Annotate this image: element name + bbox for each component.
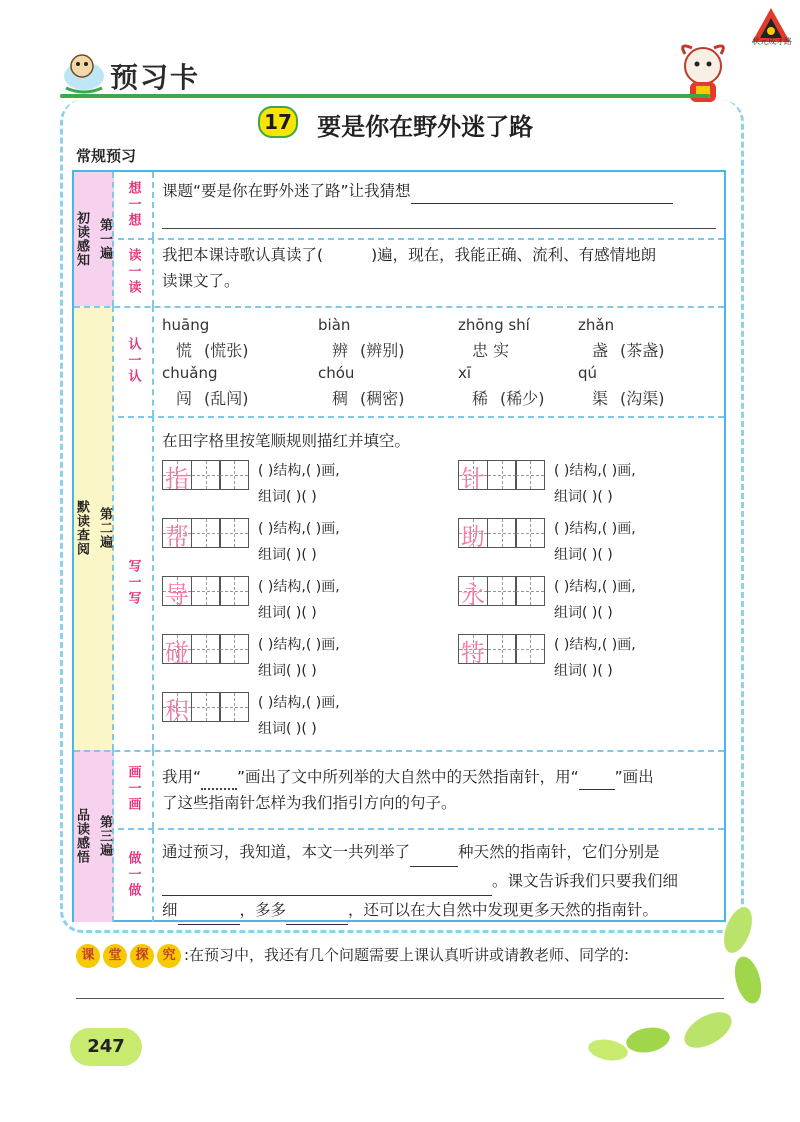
- explore-text: :在预习中，我还有几个问题需要上课认真听讲或请教老师、同学的:: [184, 946, 630, 964]
- trace-character: 助: [461, 523, 485, 551]
- pinyin-label: huāng: [162, 316, 210, 334]
- divider: [74, 306, 724, 308]
- sub-read: 读一读: [114, 238, 154, 306]
- tian-grid[interactable]: [458, 634, 544, 667]
- example-word: (稀少): [500, 389, 545, 408]
- tian-grid[interactable]: [458, 576, 544, 609]
- tian-cell[interactable]: [162, 518, 192, 551]
- mascot-left-icon: [58, 48, 110, 96]
- tian-cell[interactable]: [515, 518, 545, 548]
- stage-2: [74, 306, 114, 750]
- word-blank[interactable]: 组词( )( ): [554, 547, 613, 563]
- structure-strokes-blank[interactable]: ( )结构,( )画,: [258, 637, 340, 653]
- tian-grid[interactable]: [162, 634, 248, 667]
- explore-badge: 课: [76, 944, 100, 968]
- tian-grid[interactable]: [162, 518, 248, 551]
- character: 渠: [592, 389, 609, 408]
- tian-cell[interactable]: [219, 634, 249, 664]
- divider: [118, 238, 724, 240]
- pinyin-label: qú: [578, 364, 598, 382]
- sub-write: 写一写: [114, 416, 154, 750]
- example-word: (慌张): [204, 341, 249, 360]
- answer-line[interactable]: [162, 228, 716, 229]
- character: 慌: [176, 341, 193, 360]
- structure-strokes-blank[interactable]: ( )结构,( )画,: [554, 637, 636, 653]
- tian-grid[interactable]: [458, 518, 544, 551]
- count-blank[interactable]: [410, 848, 458, 867]
- draw-text-a: 我用“: [162, 768, 202, 786]
- word-blank[interactable]: 组词( )( ): [554, 489, 613, 505]
- pinyin-label: zhǎn: [578, 316, 615, 334]
- sub-think: 想一想: [114, 172, 154, 238]
- tian-cell[interactable]: [219, 692, 249, 722]
- write-instruction: 在田字格里按笔顺规则描红并填空。: [162, 432, 411, 450]
- tian-cell[interactable]: [487, 460, 517, 490]
- tian-cell[interactable]: [162, 460, 192, 493]
- blank-more[interactable]: [286, 906, 348, 925]
- sub-draw: 画一画: [114, 750, 154, 828]
- leaves-decoration-icon: [588, 890, 768, 1070]
- word-blank[interactable]: 组词( )( ): [258, 547, 317, 563]
- tian-cell[interactable]: [162, 576, 192, 609]
- structure-strokes-blank[interactable]: ( )结构,( )画,: [258, 521, 340, 537]
- preview-table: [72, 170, 726, 922]
- do-text-b: 种天然的指南针，它们分别是: [458, 843, 660, 861]
- tian-grid[interactable]: [458, 460, 544, 493]
- publisher-logo-text: 状元成才路: [752, 37, 792, 46]
- character: 稠: [332, 389, 349, 408]
- tian-cell[interactable]: [487, 576, 517, 606]
- tian-cell[interactable]: [515, 460, 545, 490]
- example-word: (茶盏): [620, 341, 665, 360]
- example-word: (稠密): [360, 389, 405, 408]
- stage-2-number: 第二遍: [97, 507, 112, 549]
- character: 辨: [332, 341, 349, 360]
- character: 稀: [472, 389, 489, 408]
- draw-text-line2: 了这些指南针怎样为我们指引方向的句子。: [162, 794, 457, 812]
- word-blank[interactable]: 组词( )( ): [554, 663, 613, 679]
- trace-character: 永: [461, 581, 485, 609]
- pinyin-label: chuǎng: [162, 364, 218, 382]
- vocab-char: [472, 386, 545, 409]
- tian-cell[interactable]: [458, 518, 488, 551]
- read-text-2: 读课文了。: [162, 272, 240, 290]
- word-blank[interactable]: 组词( )( ): [554, 605, 613, 621]
- tian-grid[interactable]: [162, 460, 248, 493]
- structure-strokes-blank[interactable]: ( )结构,( )画,: [554, 579, 636, 595]
- structure-strokes-blank[interactable]: ( )结构,( )画,: [554, 521, 636, 537]
- vocab-char: [592, 386, 665, 409]
- tian-cell[interactable]: [162, 692, 192, 725]
- read-text-1a: 我把本课诗歌认真读了(: [162, 246, 324, 264]
- example-word: (辨别): [360, 341, 405, 360]
- tian-cell[interactable]: [487, 634, 517, 664]
- word-blank[interactable]: 组词( )( ): [258, 663, 317, 679]
- trace-character: 针: [461, 465, 485, 493]
- stage-1-title: 初读感知: [74, 211, 89, 267]
- tian-cell[interactable]: [191, 518, 221, 548]
- explore-badge: 堂: [103, 944, 127, 968]
- page-number: 247: [70, 1028, 142, 1066]
- example-word: (沟渠): [620, 389, 665, 408]
- structure-strokes-blank[interactable]: ( )结构,( )画,: [258, 579, 340, 595]
- tian-grid[interactable]: [162, 576, 248, 609]
- tian-cell[interactable]: [191, 692, 221, 722]
- pinyin-label: chóu: [318, 364, 355, 382]
- read-text-1b: )遍，现在，我能正确、流利、有感情地朗: [371, 246, 657, 264]
- stage-3-number: 第三遍: [97, 815, 112, 857]
- example-word: (乱闯): [204, 389, 249, 408]
- divider: [118, 416, 724, 418]
- word-blank[interactable]: 组词( )( ): [258, 605, 317, 621]
- word-blank[interactable]: 组词( )( ): [258, 721, 317, 737]
- explore-badge: 究: [157, 944, 181, 968]
- draw-text-b: ”画出了文中所列举的大自然中的天然指南针，用“: [237, 768, 579, 786]
- trace-character: 碰: [165, 639, 189, 667]
- tian-cell[interactable]: [515, 576, 545, 606]
- header-title: 预习卡: [110, 61, 201, 94]
- character: 闯: [176, 389, 193, 408]
- lesson-title: 要是你在野外迷了路: [317, 113, 534, 141]
- trace-character: 导: [165, 581, 189, 609]
- blank-observe[interactable]: [178, 906, 240, 925]
- do-text-e: ，多多: [239, 901, 287, 919]
- stage-2-title: 默读查阅: [74, 500, 89, 556]
- vocab-char: [332, 386, 405, 409]
- lesson-heading: [258, 106, 533, 142]
- divider: [74, 750, 724, 752]
- explore-section: [76, 944, 629, 968]
- section-label: 常规预习: [76, 147, 137, 165]
- tian-cell[interactable]: [458, 460, 488, 493]
- tian-cell[interactable]: [162, 634, 192, 667]
- tian-cell[interactable]: [458, 576, 488, 609]
- explore-badge: 探: [130, 944, 154, 968]
- draw-text: [162, 764, 722, 816]
- read-text: [162, 242, 722, 294]
- tian-cell[interactable]: [191, 576, 221, 606]
- think-prompt: 课题“要是你在野外迷了路”让我猜想: [162, 182, 411, 200]
- answer-blank[interactable]: [411, 185, 673, 204]
- lesson-number: 17: [258, 106, 298, 138]
- straight-line-sample: [579, 771, 615, 790]
- tian-cell[interactable]: [191, 460, 221, 490]
- think-text: [162, 178, 673, 204]
- stage-1-number: 第一遍: [97, 218, 112, 260]
- structure-strokes-blank[interactable]: ( )结构,( )画,: [258, 463, 340, 479]
- header-divider: [60, 94, 710, 98]
- pinyin-label: zhōng shí: [458, 316, 530, 334]
- wavy-line-sample: [201, 770, 237, 790]
- draw-text-c: ”画出: [614, 768, 654, 786]
- tian-cell[interactable]: [219, 518, 249, 548]
- stage-3: [74, 750, 114, 922]
- tian-cell[interactable]: [515, 634, 545, 664]
- tian-grid[interactable]: [162, 692, 248, 725]
- pinyin-label: biàn: [318, 316, 351, 334]
- trace-character: 特: [461, 639, 485, 667]
- do-text-d: 细: [162, 901, 178, 919]
- structure-strokes-blank[interactable]: ( )结构,( )画,: [258, 695, 340, 711]
- stage-1: [74, 172, 114, 306]
- sub-do: 做一做: [114, 828, 154, 922]
- sub-recognize: 认一认: [114, 306, 154, 416]
- trace-character: 指: [165, 465, 189, 493]
- vocab-char: [472, 338, 521, 361]
- structure-strokes-blank[interactable]: ( )结构,( )画,: [554, 463, 636, 479]
- divider: [118, 828, 724, 830]
- vocab-char: [176, 386, 249, 409]
- character: 忠 实: [472, 341, 510, 360]
- word-blank[interactable]: 组词( )( ): [258, 489, 317, 505]
- tian-cell[interactable]: [219, 460, 249, 490]
- vocab-char: [332, 338, 405, 361]
- do-text-f: ，还可以在大自然中发现更多天然的指南针。: [348, 901, 659, 919]
- character: 盏: [592, 341, 609, 360]
- tian-cell[interactable]: [219, 576, 249, 606]
- trace-character: 帮: [165, 523, 189, 551]
- vocab-char: [592, 338, 665, 361]
- trace-character: 积: [165, 697, 189, 725]
- vocab-char: [176, 338, 249, 361]
- stage-3-title: 品读感悟: [74, 808, 89, 864]
- tian-cell[interactable]: [487, 518, 517, 548]
- tian-cell[interactable]: [458, 634, 488, 667]
- pinyin-label: xī: [458, 364, 472, 382]
- compass-list-blank[interactable]: [162, 877, 492, 896]
- do-text-c: 。课文告诉我们只要我们细: [492, 872, 679, 890]
- do-text-a: 通过预习，我知道，本文一共列举了: [162, 843, 411, 861]
- tian-cell[interactable]: [191, 634, 221, 664]
